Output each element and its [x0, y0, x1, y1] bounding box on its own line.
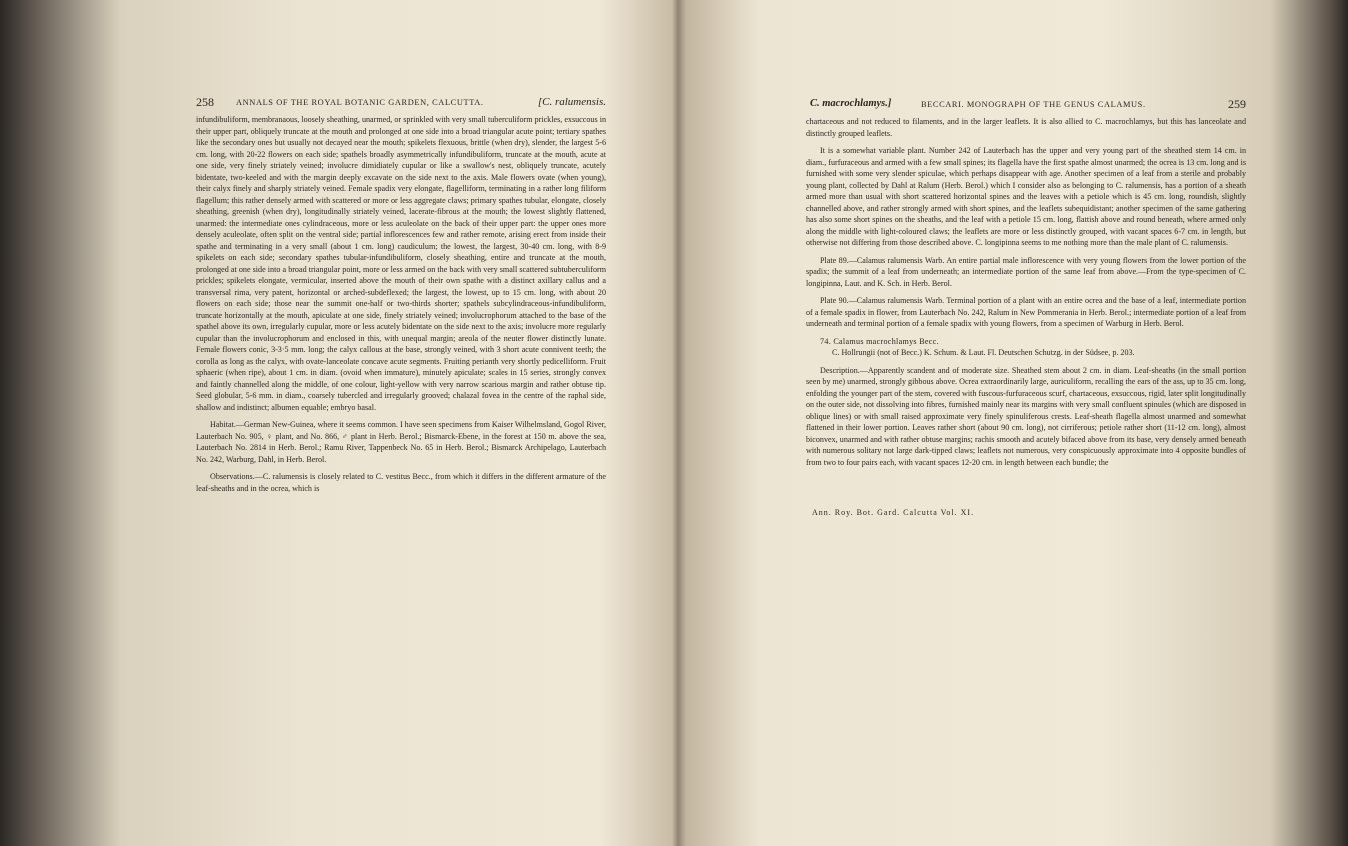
synonym-line: C. Hollrungii (not of Becc.) K. Schum. & Laut. Fl. Deutschen Schutzg. in der Südsee, p. 203. — [832, 348, 1135, 357]
species-heading: 74. Calamus macrochlamys Becc. — [820, 336, 939, 346]
footer-citation: Ann. Roy. Bot. Gard. Calcutta Vol. XI. — [812, 508, 975, 517]
species-tag: [C. ralumensis. — [537, 96, 606, 108]
description-paragraph: Description.—Apparently scandent and of moderate size. Sheathed stem about 2 cm. in diam. Leaf-sheaths (in the small portion seen by me) unarmed, strongly gibbous above. Ocrea extraordinarily large, auriculiform, recalling the ears of the ass, up to 35 cm. long, enfolding the younger part of the stem, covered with fuscous-furfuraceous scurf, chartaceous, exsuccous, rigid, later split longitudinally on the outer side, not dissolving into fibres, furnished mainly near its margins with very small confluent spinules (which are disposed in oblique lines) or with small raised approximate very finely spinuliferous crests. Leaf-sheath flagella almost unarmed and somewhat flattened in their lower portion. Leaves rather short (about 90 cm. long), not cirriferous; petiole rather short (11-12 cm. long), almost biconvex, unarmed and with rather obtuse margins; rachis smooth and acutely bifaced above from its base, very densely armed beneath with numerous solitary not large dark-tipped claws; leaflets not numerous, very conspicuously approximate into 4 opposite bundles of from two to four pairs each, with vacant spaces 12-20 cm. in length between each bundle; the — [806, 365, 1246, 467]
right-page — [806, 98, 1246, 517]
plate-90-paragraph: Plate 90.—Calamus ralumensis Warb. Terminal portion of a plant with an entire ocrea and the base of a leaf, intermediate portion of a female spadix in flower, from Lauterbach No. 242, Ralum in New Pommerania in Herb. Berol.; intermediate portion of a leaf from underneath and terminal portion of a female spadix with young flowers, from a specimen of Warburg in Herb. Berol. — [806, 296, 1246, 328]
variability-paragraph: It is a somewhat variable plant. Number 242 of Lauterbach has the upper and very young part of the sheathed stem 14 cm. in diam., furfuraceous and armed with a few small spines; its flagella have the first spathe almost unarmed; the ocrea is 13 cm. long and is furnished with some very slender spiculae, which perhaps disappear with age. Another specimen of a leaf from a sterile and probably young plant, collected by Dahl at Ralum (Herb. Berol.) which I consider also as belonging to C. ralumensis, has a portion of a sheath armed more than usual with short scattered horizontal spines and the leaves with a petiole which is 45 cm. long, roundish, slightly channelled above, and rather strongly armed with short spines, and the leaflets subequidistant; another specimen of the same gathering has also some short spines on the sheaths, and the leaf with a petiole 15 cm. long, flattish above and round beneath, where armed only along the middle with light-coloured claws; the leaflets are more or less distinctly grouped, with vacant spaces 6-7 cm. in length, but otherwise not differing from those described above. C. longipinna seems to me nothing more than the male plant of C. ralumensis. — [806, 146, 1246, 247]
continuation-paragraph: chartaceous and not reduced to filaments, and in the larger leaflets. It is also allied to C. macrochlamys, but this has lanceolate and distinctly grouped leaflets. — [806, 117, 1246, 138]
description-paragraph: infundibuliform, membranaous, loosely sheathing, unarmed, or sprinkled with very small tuberculiform prickles, exsuccous in their upper part, obliquely truncate at the mouth and prolonged at one side into a broad triangular acute point; tertiary spathes like the secondary ones but usually not decayed near the mouth; spikelets flexuous, brittle (when dry), slender, the largest 5-6 cm. long, with 20-22 flowers on each side; spathels broadly asymmetrically infundibuliform, truncate at the mouth, acute at one side, very finely striately veined; involucre dimidiately cupular or like a swallow's nest, obliquely truncate, acutely bidentate, two-keeled and with the margin deeply excavate on the side next to the axis. Male flowers ovate (when young), their calyx finely and sharply striately veined. Female spadix very elongate, flagelliform, terminating in a rather long filiform flagellum; this rather densely armed with scattered or more or less aggregate claws; primary spathes tubular, elongate, closely sheathing, greenish (when dry), longitudinally striately veined, lacerate-fibrous at the mouth; the lowest slightly flattened, unarmed: the intermediate ones cylindraceous, more or less aculeolate on the back of their upper part: the upper ones more densely aculeolate, often split on the ventral side; partial inflorescences few and rather remote, arising erect from inside their spathe and terminating in a very small (about 1 cm. long) caudiculum; the lowest, the largest, 30-40 cm. long, with 8-9 spikelets on each side; secondary spathes tubular-infundibuliform, closely sheathing, entire and truncate at the mouth, prolonged at one side into a broad triangular point, more or less armed on the back with very small scattered subtuberculiform prickles; spikelets elongate, vermicular, inserted above the mouth of their own spathe with a distinct axillary callus and a transversal rima, very patent, horizontal or arched-subdeflexed; the largest, the lowest, up to 15 cm. long, with about 20 flowers on each side; those near the summit one-half or two-thirds shorter; spathels subcylindraceous-infundibuliform, truncate horizontally at the mouth, apiculate at one side, finely striately veined; involucrophorum attached to the base of the spathel above its own, irregularly cupular, more or less acutely bidentate on the side next to the axis; involucre more regularly cupular than the involucrophorum and enclosed in this, with unequal margin; areola of the neuter flower distinctly lunate. Female flowers conic, 3-3·5 mm. long; the calyx callous at the base, strongly veined, with 3 short acute connivent teeth; the corolla as long as the calyx, with ovate-lanceolate concave acute segments. Fruiting perianth very shortly pedicelliform. Fruit sphaeric (when ripe), about 1 cm. in diam. (ovoid when immature), minutely apiculate; scales in 15 series, strongly convex and faintly channelled along the middle, of one colour, light-yellow with very narrow scarious margin and rather obtuse tip. Seed globular, 5-6 mm. in diam., coarsely tubercled and irregularly grooved; chalazal fovea in the centre of the raphal side, shallow and indistinct; albumen equable; embryo basal. — [196, 115, 606, 412]
running-title: ANNALS OF THE ROYAL BOTANIC GARDEN, CALCUTTA. — [236, 98, 484, 107]
running-title: BECCARI. MONOGRAPH OF THE GENUS CALAMUS. — [921, 100, 1146, 109]
left-page-header — [196, 96, 606, 114]
observations-paragraph: Observations.—C. ralumensis is closely related to C. vestitus Becc., from which it differs in the different armature of the leaf-sheaths and in the ocrea, which is — [196, 472, 606, 493]
right-page-header — [806, 98, 1246, 116]
page-number: 258 — [196, 95, 214, 109]
left-page — [196, 96, 606, 494]
habitat-paragraph: Habitat.—German New-Guinea, where it seems common. I have seen specimens from Kaiser Wilhelmsland, Gogol River, Lauterbach No. 905, ♀ plant, and No. 866, ♂ plant in Herb. Berol.; Bismarck-Ebene, in the forest at 150 m. above the sea, Lauterbach No. 2814 in Herb. Berol.; Ramu River, Tappenbeck No. 65 in Herb. Berol.; Bismarck Archipelago, Lauterbach No. 242, Warburg, Dahl, in Herb. Berol. — [196, 420, 606, 464]
page-number: 259 — [1228, 97, 1246, 111]
species-tag: C. macrochlamys.] — [810, 98, 892, 109]
plate-89-paragraph: Plate 89.—Calamus ralumensis Warb. An entire partial male inflorescence with very young flowers from the lower portion of the spadix; the summit of a leaf from underneath; an intermediate portion of the same leaf from above.—From the type-specimen of C. longipinna, Laut. and K. Sch. in Herb. Berol. — [806, 255, 1246, 288]
